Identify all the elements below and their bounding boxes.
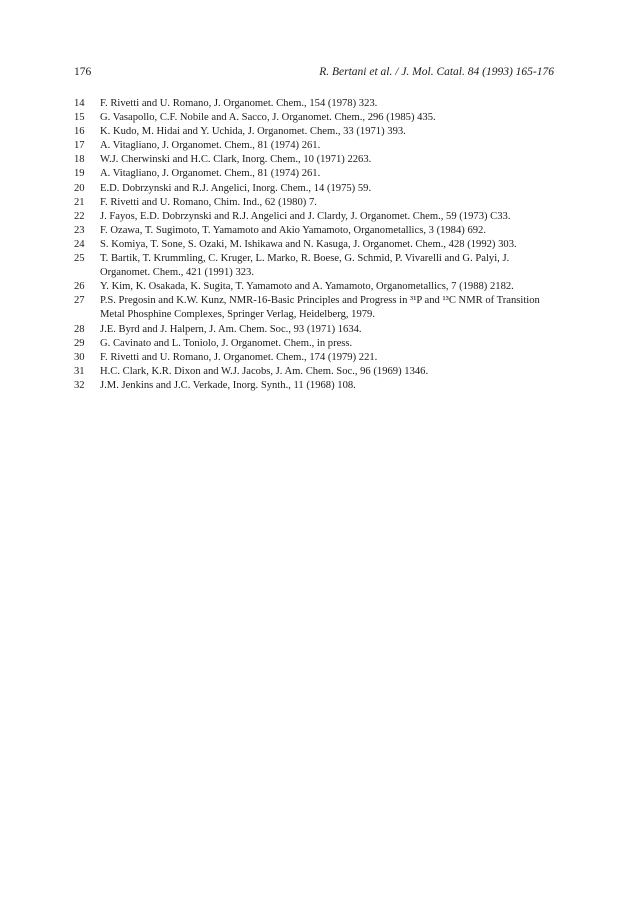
reference-text: P.S. Pregosin and K.W. Kunz, NMR-16-Basic Principles and Progress in ³¹P and ¹³C NMR of Transition Metal Phosphine Complexes, Springer Verlag, Heidelberg, 1979. <box>100 295 540 321</box>
reference-text: G. Vasapollo, C.F. Nobile and A. Sacco, J. Organomet. Chem., 296 (1985) 435. <box>100 112 436 124</box>
reference-item <box>74 125 556 139</box>
reference-item <box>74 167 556 181</box>
reference-item <box>74 294 556 322</box>
reference-number: 18 <box>74 154 85 166</box>
reference-number: 31 <box>74 365 85 377</box>
reference-item <box>74 182 556 196</box>
reference-text: Y. Kim, K. Osakada, K. Sugita, T. Yamamoto and A. Yamamoto, Organometallics, 7 (1988) 2182. <box>100 281 514 293</box>
reference-item <box>74 323 556 337</box>
reference-number: 20 <box>74 182 85 194</box>
reference-item <box>74 196 556 210</box>
reference-text: J. Fayos, E.D. Dobrzynski and R.J. Angelici and J. Clardy, J. Organomet. Chem., 59 (1973) C33. <box>100 210 511 222</box>
reference-number: 15 <box>74 112 85 124</box>
reference-item <box>74 97 556 111</box>
reference-number: 27 <box>74 295 85 307</box>
reference-number: 19 <box>74 168 85 180</box>
reference-item <box>74 351 556 365</box>
reference-number: 25 <box>74 253 85 265</box>
reference-text: T. Bartik, T. Krummling, C. Kruger, L. Marko, R. Boese, G. Schmid, P. Vivarelli and G. Palyi, J. Organomet. Chem., 421 (1991) 323. <box>100 253 510 279</box>
reference-text: H.C. Clark, K.R. Dixon and W.J. Jacobs, J. Am. Chem. Soc., 96 (1969) 1346. <box>100 365 429 377</box>
reference-number: 28 <box>74 323 85 335</box>
reference-item <box>74 111 556 125</box>
reference-text: A. Vitagliano, J. Organomet. Chem., 81 (1974) 261. <box>100 168 321 180</box>
reference-number: 26 <box>74 281 85 293</box>
reference-item <box>74 280 556 294</box>
page-number: 176 <box>74 66 92 78</box>
reference-text: S. Komiya, T. Sone, S. Ozaki, M. Ishikawa and N. Kasuga, J. Organomet. Chem., 428 (1992) 303. <box>100 238 517 250</box>
reference-text: J.M. Jenkins and J.C. Verkade, Inorg. Synth., 11 (1968) 108. <box>100 379 356 391</box>
reference-number: 29 <box>74 337 85 349</box>
reference-item <box>74 153 556 167</box>
reference-number: 22 <box>74 210 85 222</box>
reference-text: K. Kudo, M. Hidai and Y. Uchida, J. Organomet. Chem., 33 (1971) 393. <box>100 126 406 138</box>
running-head: R. Bertani et al. / J. Mol. Catal. 84 (1993) 165-176 <box>319 66 554 78</box>
reference-text: F. Ozawa, T. Sugimoto, T. Yamamoto and Akio Yamamoto, Organometallics, 3 (1984) 692. <box>100 224 486 236</box>
reference-text: F. Rivetti and U. Romano, Chim. Ind., 62 (1980) 7. <box>100 196 317 208</box>
reference-number: 24 <box>74 238 85 250</box>
reference-number: 14 <box>74 98 85 109</box>
reference-item <box>74 365 556 379</box>
reference-number: 17 <box>74 140 85 152</box>
reference-item <box>74 210 556 224</box>
reference-text: F. Rivetti and U. Romano, J. Organomet. Chem., 154 (1978) 323. <box>100 98 378 109</box>
reference-item <box>74 252 556 280</box>
reference-item <box>74 224 556 238</box>
reference-number: 23 <box>74 224 85 236</box>
reference-item <box>74 238 556 252</box>
reference-text: A. Vitagliano, J. Organomet. Chem., 81 (1974) 261. <box>100 140 321 152</box>
reference-text: F. Rivetti and U. Romano, J. Organomet. Chem., 174 (1979) 221. <box>100 351 378 363</box>
reference-text: J.E. Byrd and J. Halpern, J. Am. Chem. Soc., 93 (1971) 1634. <box>100 323 362 335</box>
reference-number: 30 <box>74 351 85 363</box>
reference-number: 16 <box>74 126 85 138</box>
reference-item <box>74 337 556 351</box>
page-header <box>74 64 554 80</box>
reference-text: E.D. Dobrzynski and R.J. Angelici, Inorg. Chem., 14 (1975) 59. <box>100 182 372 194</box>
reference-text: G. Cavinato and L. Toniolo, J. Organomet. Chem., in press. <box>100 337 353 349</box>
reference-item <box>74 139 556 153</box>
reference-number: 32 <box>74 379 85 391</box>
reference-item <box>74 379 556 393</box>
reference-number: 21 <box>74 196 85 208</box>
reference-list <box>74 97 556 393</box>
reference-text: W.J. Cherwinski and H.C. Clark, Inorg. Chem., 10 (1971) 2263. <box>100 154 372 166</box>
